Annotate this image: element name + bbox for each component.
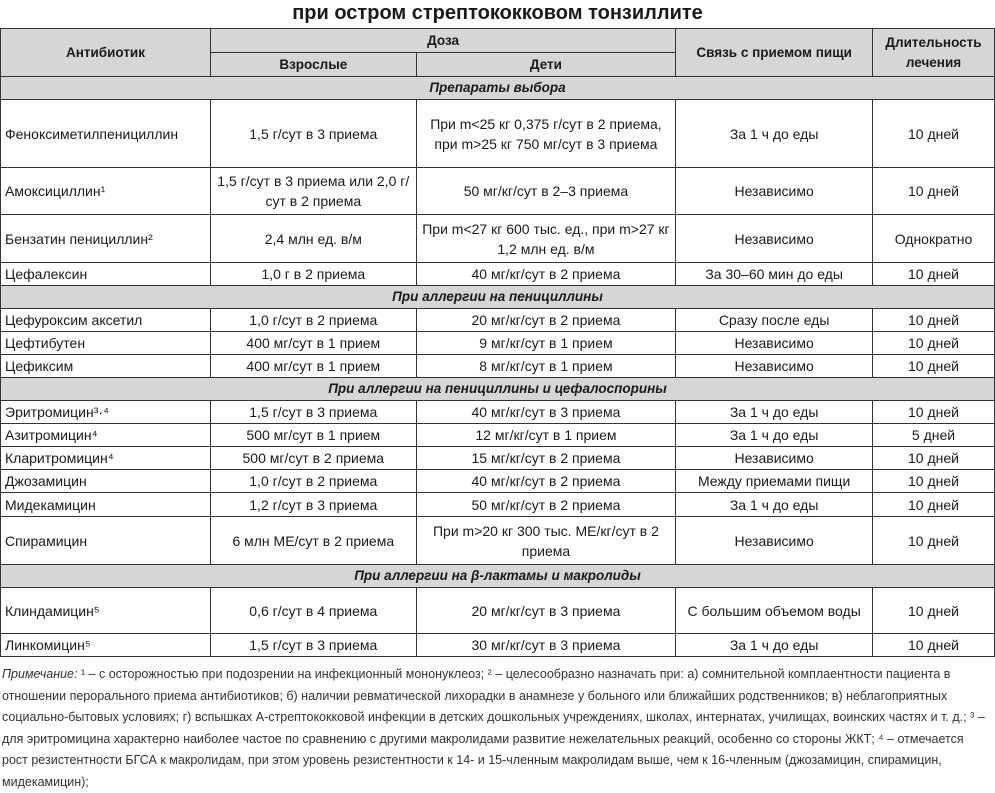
table-row bbox=[1, 424, 995, 447]
cell-children: 8 мг/кг/сут в 1 прием bbox=[416, 355, 676, 378]
cell-food: За 1 ч до еды bbox=[676, 401, 873, 424]
cell-duration: Однократно bbox=[873, 215, 995, 263]
cell-duration: 10 дней bbox=[873, 332, 995, 355]
cell-duration: 10 дней bbox=[873, 168, 995, 215]
cell-duration: 10 дней bbox=[873, 100, 995, 168]
cell-adults: 1,5 г/сут в 3 приема bbox=[210, 634, 416, 657]
table-row bbox=[1, 470, 995, 493]
cell-food: Независимо bbox=[676, 517, 873, 565]
cell-name: Феноксиметилпенициллин bbox=[1, 100, 211, 168]
table-row bbox=[1, 493, 995, 517]
cell-food: Сразу после еды bbox=[676, 309, 873, 332]
cell-name: Джозамицин bbox=[1, 470, 211, 493]
cell-food: Независимо bbox=[676, 355, 873, 378]
cell-children: 15 мг/кг/сут в 2 приема bbox=[416, 447, 676, 470]
cell-name: Цефалексин bbox=[1, 263, 211, 286]
table-row bbox=[1, 588, 995, 634]
cell-adults: 400 мг/сут в 1 прием bbox=[210, 332, 416, 355]
section-title: Препараты выбора bbox=[1, 77, 995, 100]
section-title: При аллергии на β-лактамы и макролиды bbox=[1, 565, 995, 588]
cell-food: Между приемами пищи bbox=[676, 470, 873, 493]
notes-label: Примечание: bbox=[2, 667, 78, 681]
cell-children: 20 мг/кг/сут в 3 приема bbox=[416, 588, 676, 634]
cell-name: Спирамицин bbox=[1, 517, 211, 565]
cell-adults: 0,6 г/сут в 4 приема bbox=[210, 588, 416, 634]
table-row bbox=[1, 447, 995, 470]
header-adults: Взрослые bbox=[210, 53, 416, 77]
notes-text: ¹ – с осторожностью при подозрении на инфекционный мононуклеоз; ² – целесообразно назначать при: а) сомнительной комплаентности пациента в отношении перорального приема антибиотиков; б) наличии ревматической лихорадки в анамнезе у больного или ближайших родственников; в) неблагоприятных социально-бытовых условиях; г) вспышках А-стрептококковой инфекции в детских дошкольных учреждениях, школах, интернатах, училищах, воинских частях и т. д.; ³ – для эритромицина характерно наиболее частое по сравнению с другими макролидами развитие нежелательных реакций, особенно со стороны ЖКТ; ⁴ – отмечается рост резистентности БГСА к макролидам, при этом уровень резистентности к 14- и 15-членным макролидам выше, чем к 16-членным (джозамицин, спирамицин, мидекамицин); bbox=[2, 667, 985, 789]
table-row bbox=[1, 634, 995, 657]
cell-name: Кларитромицин⁴ bbox=[1, 447, 211, 470]
section-row bbox=[1, 565, 995, 588]
cell-adults: 1,0 г в 2 приема bbox=[210, 263, 416, 286]
table-title: при остром стрептококковом тонзиллите bbox=[292, 2, 703, 24]
cell-food: За 1 ч до еды bbox=[676, 634, 873, 657]
cell-children: 12 мг/кг/сут в 1 прием bbox=[416, 424, 676, 447]
cell-food: За 1 ч до еды bbox=[676, 100, 873, 168]
cell-name: Цефтибутен bbox=[1, 332, 211, 355]
cell-adults: 500 мг/сут в 1 прием bbox=[210, 424, 416, 447]
cell-duration: 10 дней bbox=[873, 263, 995, 286]
cell-children: При m<27 кг 600 тыс. ед., при m>27 кг 1,2 млн ед. в/м bbox=[416, 215, 676, 263]
cell-food: За 1 ч до еды bbox=[676, 424, 873, 447]
section-title: При аллергии на пенициллины bbox=[1, 286, 995, 309]
cell-name: Бензатин пенициллин² bbox=[1, 215, 211, 263]
cell-children: При m<25 кг 0,375 г/сут в 2 приема, при m>25 кг 750 мг/сут в 3 приема bbox=[416, 100, 676, 168]
header-children: Дети bbox=[416, 53, 676, 77]
table-row bbox=[1, 168, 995, 215]
header-duration: Длительность лечения bbox=[873, 29, 995, 77]
cell-children: 30 мг/кг/сут в 3 приема bbox=[416, 634, 676, 657]
cell-food: Независимо bbox=[676, 447, 873, 470]
cell-name: Линкомицин⁵ bbox=[1, 634, 211, 657]
cell-children: При m>20 кг 300 тыс. МЕ/кг/сут в 2 приема bbox=[416, 517, 676, 565]
cell-food: С большим объемом воды bbox=[676, 588, 873, 634]
cell-adults: 1,2 г/сут в 3 приема bbox=[210, 493, 416, 517]
cell-adults: 1,5 г/сут в 3 приема bbox=[210, 401, 416, 424]
cell-duration: 10 дней bbox=[873, 493, 995, 517]
cell-duration: 10 дней bbox=[873, 401, 995, 424]
header-antibiotic: Антибиотик bbox=[1, 29, 211, 77]
cell-adults: 1,5 г/сут в 3 приема bbox=[210, 100, 416, 168]
table-row bbox=[1, 401, 995, 424]
cell-food: Независимо bbox=[676, 168, 873, 215]
cell-duration: 5 дней bbox=[873, 424, 995, 447]
cell-name: Цефиксим bbox=[1, 355, 211, 378]
cell-children: 40 мг/кг/сут в 3 приема bbox=[416, 401, 676, 424]
cell-duration: 10 дней bbox=[873, 470, 995, 493]
header-food: Связь с приемом пищи bbox=[676, 29, 873, 77]
cell-duration: 10 дней bbox=[873, 309, 995, 332]
cell-adults: 6 млн МЕ/сут в 2 приема bbox=[210, 517, 416, 565]
cell-children: 50 мг/кг/сут в 2–3 приема bbox=[416, 168, 676, 215]
cell-name: Мидекамицин bbox=[1, 493, 211, 517]
cell-adults: 400 мг/сут в 1 прием bbox=[210, 355, 416, 378]
cell-duration: 10 дней bbox=[873, 634, 995, 657]
cell-food: За 1 ч до еды bbox=[676, 493, 873, 517]
cell-children: 40 мг/кг/сут в 2 приема bbox=[416, 470, 676, 493]
table-row bbox=[1, 332, 995, 355]
footnotes bbox=[2, 664, 992, 793]
cell-adults: 1,0 г/сут в 2 приема bbox=[210, 309, 416, 332]
cell-name: Цефуроксим аксетил bbox=[1, 309, 211, 332]
cell-duration: 10 дней bbox=[873, 447, 995, 470]
table-row bbox=[1, 355, 995, 378]
cell-children: 20 мг/кг/сут в 2 приема bbox=[416, 309, 676, 332]
cell-children: 9 мг/кг/сут в 1 прием bbox=[416, 332, 676, 355]
cell-food: Независимо bbox=[676, 215, 873, 263]
cell-duration: 10 дней bbox=[873, 355, 995, 378]
cell-children: 40 мг/кг/сут в 2 приема bbox=[416, 263, 676, 286]
cell-adults: 1,5 г/сут в 3 приема или 2,0 г/сут в 2 приема bbox=[210, 168, 416, 215]
table-row bbox=[1, 517, 995, 565]
antibiotics-table bbox=[0, 28, 995, 657]
cell-name: Азитромицин⁴ bbox=[1, 424, 211, 447]
section-title: При аллергии на пенициллины и цефалоспорины bbox=[1, 378, 995, 401]
cell-adults: 1,0 г/сут в 2 приема bbox=[210, 470, 416, 493]
cell-name: Эритромицин³·⁴ bbox=[1, 401, 211, 424]
section-row bbox=[1, 378, 995, 401]
table-row bbox=[1, 100, 995, 168]
section-row bbox=[1, 77, 995, 100]
cell-duration: 10 дней bbox=[873, 588, 995, 634]
table-row bbox=[1, 309, 995, 332]
table-row bbox=[1, 215, 995, 263]
section-row bbox=[1, 286, 995, 309]
cell-name: Амоксициллин¹ bbox=[1, 168, 211, 215]
cell-food: За 30–60 мин до еды bbox=[676, 263, 873, 286]
header-dose: Доза bbox=[210, 29, 675, 53]
cell-food: Независимо bbox=[676, 332, 873, 355]
cell-adults: 2,4 млн ед. в/м bbox=[210, 215, 416, 263]
table-row bbox=[1, 263, 995, 286]
cell-name: Клиндамицин⁵ bbox=[1, 588, 211, 634]
cell-children: 50 мг/кг/сут в 2 приема bbox=[416, 493, 676, 517]
cell-adults: 500 мг/сут в 2 приема bbox=[210, 447, 416, 470]
cell-duration: 10 дней bbox=[873, 517, 995, 565]
